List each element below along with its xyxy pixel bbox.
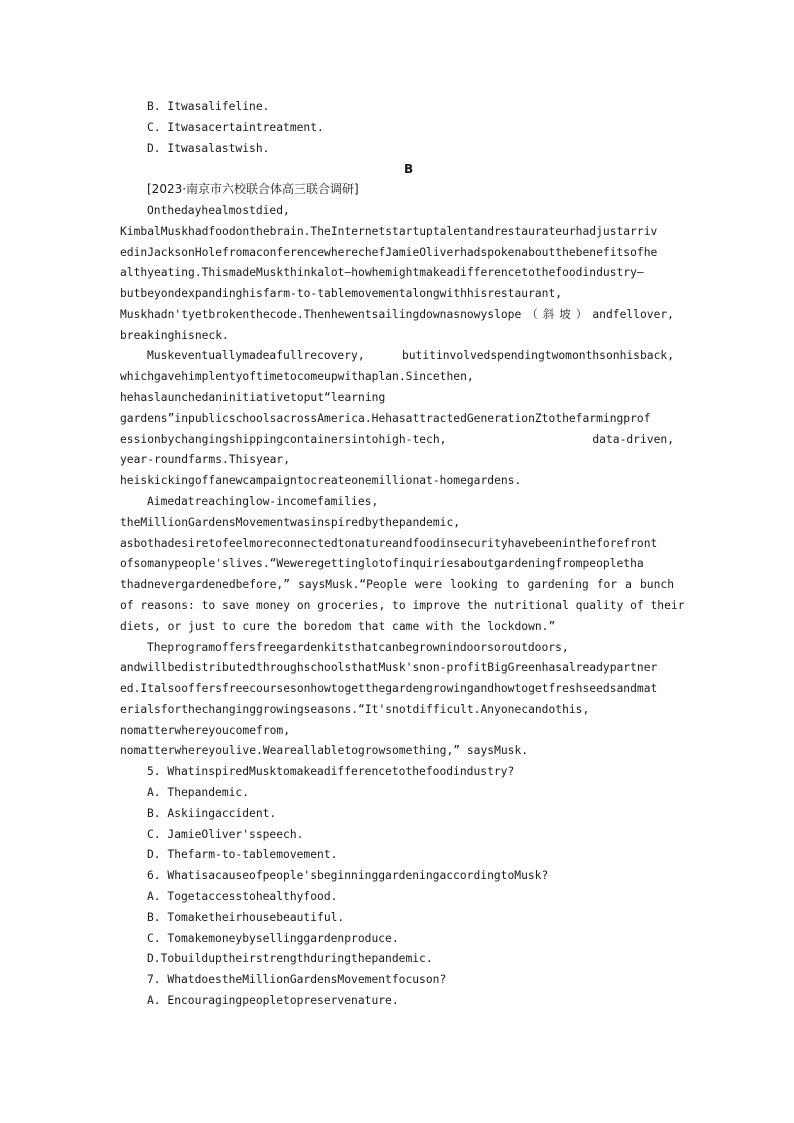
passage-line: of reasons: to save money on groceries, to improve the nutritional quality of their xyxy=(120,599,685,612)
passage-line: theMillionGardensMovementwasinspiredbythepandemic, xyxy=(120,516,461,529)
passage-line: althyeating.ThismadeMuskthinkalot—howhemightmakeadifferencetothefoodindustry— xyxy=(120,266,644,279)
answer-option: B. Tomaketheirhousebeautiful. xyxy=(147,911,345,924)
passage-line: whichgavehimplentyoftimetocomeupwithaplan.Sincethen, xyxy=(120,370,474,383)
passage-line: asbothadesiretofeelmoreconnectedtonatureandfoodinsecurityhavebeenintheforefront xyxy=(120,537,658,550)
source-citation: [2023·南京市六校联合体高三联合调研] xyxy=(147,182,359,196)
passage-line: ofsomanypeople'slives.“Weweregettinglotofinquiriesaboutgardeningfrompeoplethа xyxy=(120,557,644,570)
prev-option-c: C. Itwasacertaintreatment. xyxy=(147,121,324,134)
answer-option: B. Askiingaccident. xyxy=(147,807,277,820)
passage-line: nomatterwhereyoucomefrom, xyxy=(120,724,291,737)
passage-line: Muskhadn'tyetbrokenthecode.Thenhewentsailingdownasnowyslope（斜坡）andfellover, xyxy=(120,308,674,321)
section-label: B xyxy=(404,162,414,176)
question-stem: 5. WhatinspiredMusktomakeadifferencetothefoodindustry? xyxy=(147,765,515,778)
passage-line: heiskickingoffanewcampaigntocreateonemillionat-homegardens. xyxy=(120,474,522,487)
passage-line: thadnevergardenedbefore,” saysMusk.“People were looking to gardening for a bunch xyxy=(120,578,674,591)
passage-segment: butitinvolvedspendingtwomonthsonhisback, xyxy=(401,349,674,362)
passage-line: gardens”inpublicschoolsacrossAmerica.HehasattractedGenerationZtothefarmingprof xyxy=(120,412,651,425)
passage-line: edinJacksonHolefromaconferencewherechefJamieOliverhadspokenaboutthebenefitsofhe xyxy=(120,246,658,259)
passage-segment: essionbychangingshippingcontainersintohigh-tech, xyxy=(120,433,447,446)
answer-option: A. Togetaccesstohealthyfood. xyxy=(147,890,338,903)
passage-line xyxy=(120,434,674,445)
passage-line: Theprogramoffersfreegardenkitsthatcanbegrownindoorsoroutdoors, xyxy=(147,641,569,654)
question-stem: 7. WhatdoestheMillionGardensMovementfocuson? xyxy=(147,973,447,986)
passage-segment: Muskeventuallymadeafullrecovery, xyxy=(147,349,365,362)
passage-line: Onthedayhealmostdied, xyxy=(147,204,290,217)
passage-line: butbeyondexpandinghisfarm-to-tablemovementalongwithhisrestaurant, xyxy=(120,287,563,300)
passage-line: erialsforthechanginggrowingseasons.“It'snotdifficult.Anyonecandothis, xyxy=(120,703,590,716)
question-stem: 6. Whatisacauseofpeople'sbeginninggardeningaccordingtoMusk? xyxy=(147,869,549,882)
passage-line: diets, or just to cure the boredom that came with the lockdown.” xyxy=(120,620,556,633)
answer-option: D.Tobuilduptheirstrengthduringthepandemic. xyxy=(147,952,433,965)
passage-segment: data-driven, xyxy=(592,433,674,446)
answer-option: D. Thefarm-to-tablemovement. xyxy=(147,848,338,861)
passage-line: nomatterwhereyoulive.Weareallabletogrowsomething,” saysMusk. xyxy=(120,744,529,757)
answer-option: A. Thepandemic. xyxy=(147,786,250,799)
passage-line: breakinghisneck. xyxy=(120,329,229,342)
passage-line: hehaslaunchedaninitiativetoput“learning xyxy=(120,391,386,404)
passage-line: year-roundfarms.Thisyear, xyxy=(120,453,291,466)
passage-line: andwillbedistributedthroughschoolsthatMusk'snon-profitBigGreenhasalreadypartner xyxy=(120,661,658,674)
answer-option: C. Tomakemoneybysellinggardenproduce. xyxy=(147,932,399,945)
prev-option-d: D. Itwasalastwish. xyxy=(147,142,270,155)
passage-line xyxy=(147,350,674,361)
answer-option: A. Encouragingpeopletopreservenature. xyxy=(147,994,399,1007)
passage-line: ed.Italsooffersfreecoursesonhowtogetthegardengrowingandhowtogetfreshseedsandmat xyxy=(120,682,658,695)
passage-line: Aimedatreachinglow-incomefamilies, xyxy=(147,495,379,508)
answer-option: C. JamieOliver'sspeech. xyxy=(147,828,304,841)
passage-line: KimbalMuskhadfoodonthebrain.TheInternetstartuptalentandrestaurateurhadjustarriv xyxy=(120,225,658,238)
prev-option-b: B. Itwasalifeline. xyxy=(147,100,270,113)
